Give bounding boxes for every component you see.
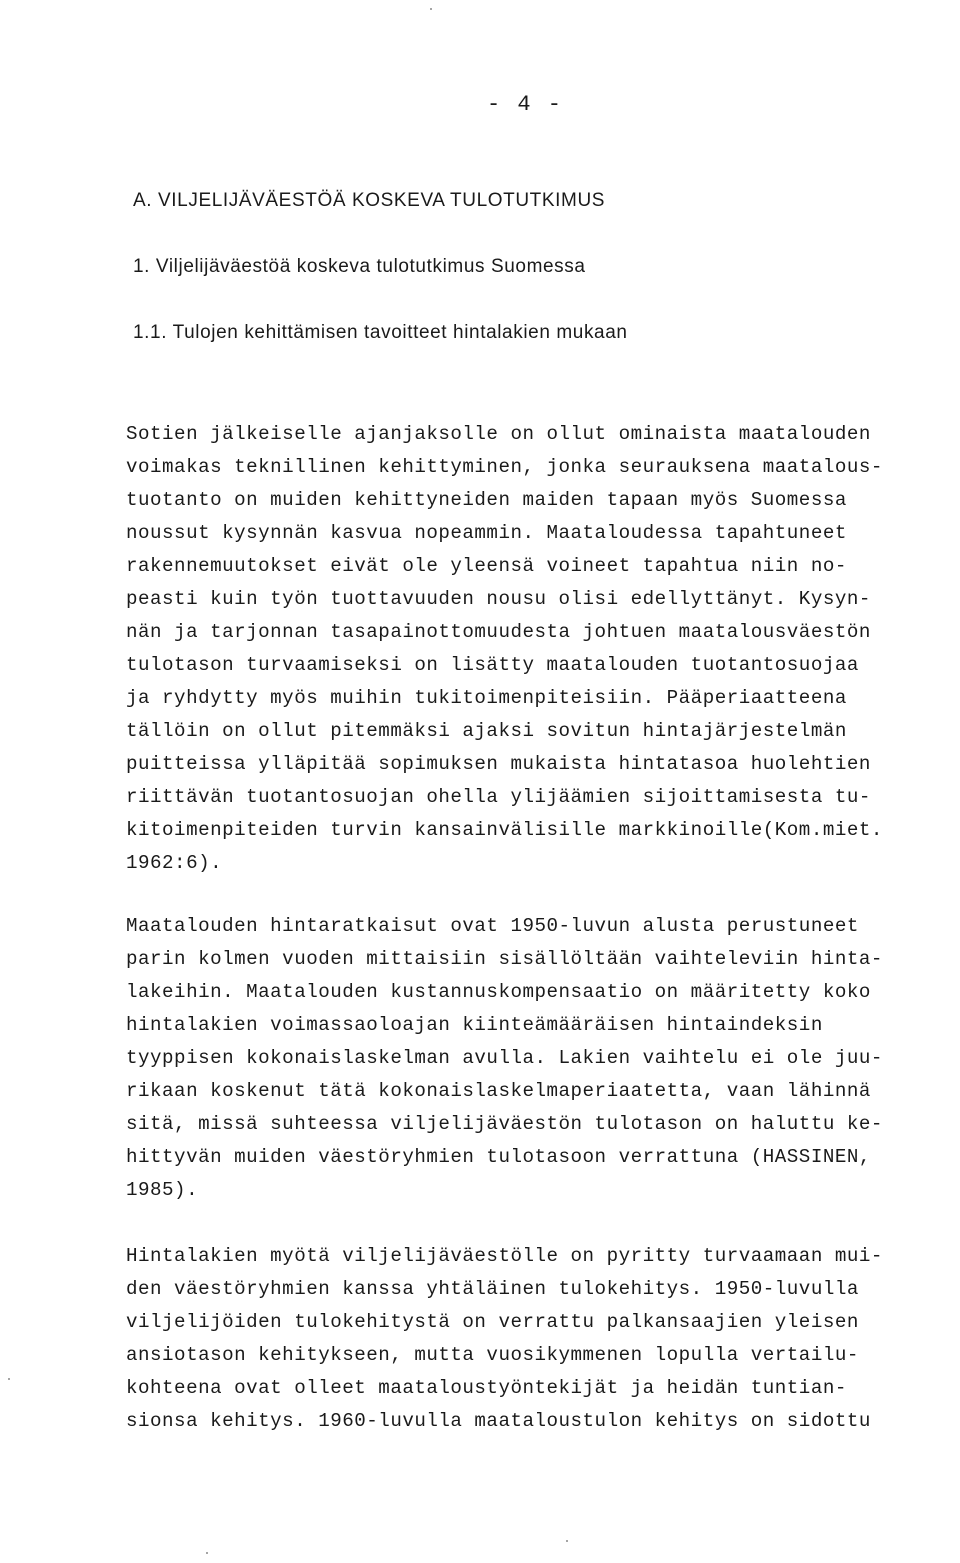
text-line: rikaan koskenut tätä kokonaislaskelmaperiaatetta, vaan lähinnä	[126, 1080, 871, 1102]
text-line: kohteena ovat olleet maataloustyöntekijät ja heidän tuntian-	[126, 1377, 847, 1399]
section-heading-1-1: 1.1. Tulojen kehittämisen tavoitteet hintalakien mukaan	[133, 322, 628, 343]
paragraph-2	[126, 910, 960, 1207]
text-line: rakennemuutokset eivät ole yleensä voineet tapahtua niin no-	[126, 555, 847, 577]
scan-speck	[566, 1540, 568, 1542]
text-line: hittyvän muiden väestöryhmien tulotasoon verrattuna (HASSINEN,	[126, 1146, 871, 1168]
text-line: parin kolmen vuoden mittaisiin sisällöltään vaihteleviin hinta-	[126, 948, 883, 970]
text-line: hintalakien voimassaoloajan kiinteämääräisen hintaindeksin	[126, 1014, 823, 1036]
text-line: tuotanto on muiden kehittyneiden maiden tapaan myös Suomessa	[126, 489, 847, 511]
section-heading-a: A. VILJELIJÄVÄESTÖÄ KOSKEVA TULOTUTKIMUS	[133, 190, 606, 211]
text-line: Maatalouden hintaratkaisut ovat 1950-luvun alusta perustuneet	[126, 915, 859, 937]
section-heading-1: 1. Viljelijäväestöä koskeva tulotutkimus Suomessa	[133, 256, 586, 277]
text-line: riittävän tuotantosuojan ohella ylijäämien sijoittamisesta tu-	[126, 786, 871, 808]
text-line: voimakas teknillinen kehittyminen, jonka seurauksena maatalous-	[126, 456, 883, 478]
paragraph-1	[126, 418, 960, 880]
text-line: sionsa kehitys. 1960-luvulla maataloustulon kehitys on sidottu	[126, 1410, 871, 1432]
text-line: Hintalakien myötä viljelijäväestölle on pyritty turvaamaan mui-	[126, 1245, 883, 1267]
text-line: ja ryhdytty myös muihin tukitoimenpiteisiin. Pääperiaatteena	[126, 687, 847, 709]
text-line: sitä, missä suhteessa viljelijäväestön tulotason on haluttu ke-	[126, 1113, 883, 1135]
scan-speck	[8, 1378, 10, 1380]
scan-speck	[430, 8, 432, 10]
text-line: 1962:6).	[126, 852, 223, 874]
text-line: nän ja tarjonnan tasapainottomuudesta johtuen maatalousväestön	[126, 621, 871, 643]
text-line: peasti kuin työn tuottavuuden nousu olisi edellyttänyt. Kysyn-	[126, 588, 871, 610]
text-line: tulotason turvaamiseksi on lisätty maatalouden tuotantosuojaa	[126, 654, 859, 676]
text-line: lakeihin. Maatalouden kustannuskompensaatio on määritetty koko	[126, 981, 871, 1003]
text-line: ansiotason kehitykseen, mutta vuosikymmenen lopulla vertailu-	[126, 1344, 859, 1366]
text-line: tällöin on ollut pitemmäksi ajaksi sovitun hintajärjestelmän	[126, 720, 847, 742]
text-line: tyyppisen kokonaislaskelman avulla. Lakien vaihtelu ei ole juu-	[126, 1047, 883, 1069]
text-line: 1985).	[126, 1179, 199, 1201]
text-line: viljelijöiden tulokehitystä on verrattu palkansaajien yleisen	[126, 1311, 859, 1333]
page-number: - 4 -	[486, 92, 563, 117]
text-line: noussut kysynnän kasvua nopeammin. Maataloudessa tapahtuneet	[126, 522, 847, 544]
text-line: puitteissa ylläpitää sopimuksen mukaista hintatasoa huolehtien	[126, 753, 871, 775]
text-line: Sotien jälkeiselle ajanjaksolle on ollut ominaista maatalouden	[126, 423, 871, 445]
text-line: den väestöryhmien kanssa yhtäläinen tulokehitys. 1950-luvulla	[126, 1278, 859, 1300]
text-line: kitoimenpiteiden turvin kansainvälisille markkinoille(Kom.miet.	[126, 819, 883, 841]
paragraph-3	[126, 1240, 960, 1438]
scan-speck	[206, 1552, 208, 1554]
